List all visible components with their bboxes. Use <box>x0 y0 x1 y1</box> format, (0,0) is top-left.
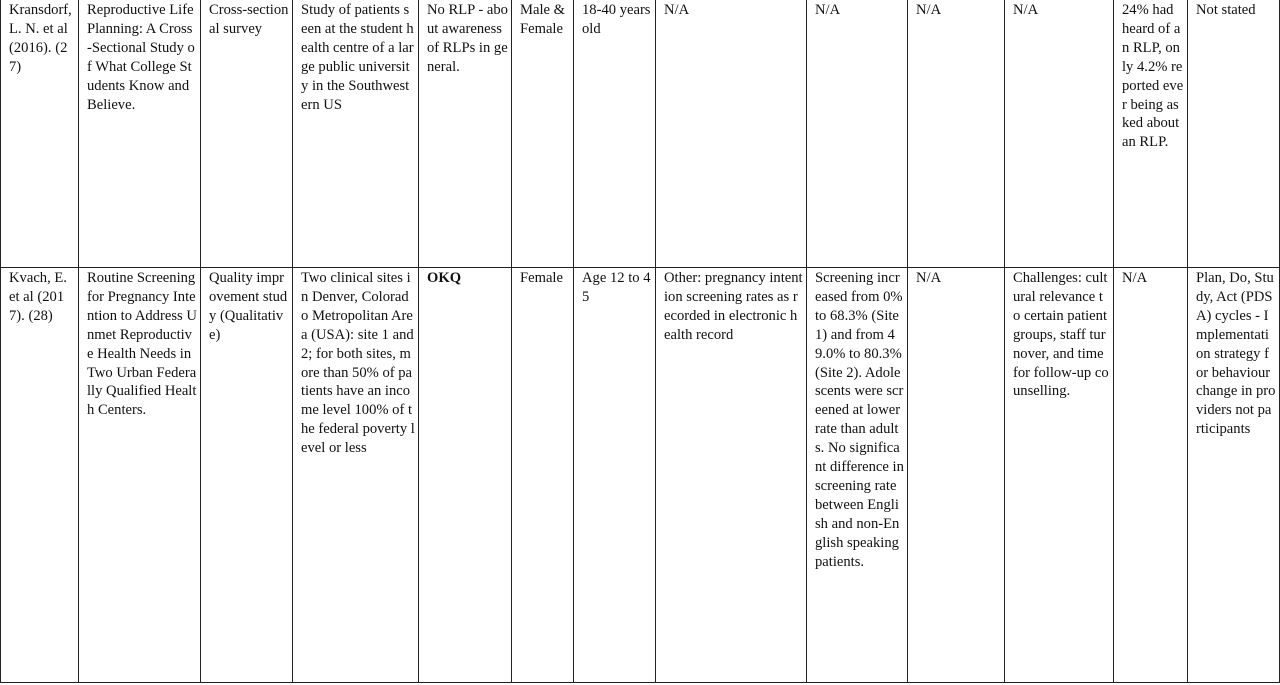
intervention-cell: No RLP - about awareness of RLPs in general. <box>419 0 512 268</box>
design-cell: Quality improvement study (Qualitative) <box>201 268 293 683</box>
sex-cell: Male & Female <box>512 0 574 268</box>
author-cell: Kransdorf, L. N. et al (2016). (27) <box>1 0 79 268</box>
setting-cell: Study of patients seen at the student health centre of a large public university in the Southwestern US <box>293 0 419 268</box>
awareness-cell: 24% had heard of an RLP, only 4.2% reported ever being asked about an RLP. <box>1114 0 1188 268</box>
effect-cell: N/A <box>908 268 1005 683</box>
design-cell: Cross-sectional survey <box>201 0 293 268</box>
theory-cell: Plan, Do, Study, Act (PDSA) cycles - Implementation strategy for behaviour change in providers not participants <box>1188 268 1280 683</box>
theory-cell: Not stated <box>1188 0 1280 268</box>
age-cell: Age 12 to 45 <box>574 268 656 683</box>
outcome-measure-cell: N/A <box>656 0 807 268</box>
age-cell: 18-40 years old <box>574 0 656 268</box>
intervention-cell: OKQ <box>419 268 512 683</box>
sex-cell: Female <box>512 268 574 683</box>
table-row <box>1 268 1280 683</box>
barriers-cell: N/A <box>1005 0 1114 268</box>
barriers-cell: Challenges: cultural relevance to certain patient groups, staff turnover, and time for follow-up counselling. <box>1005 268 1114 683</box>
effect-cell: N/A <box>908 0 1005 268</box>
results-cell: N/A <box>807 0 908 268</box>
setting-cell: Two clinical sites in Denver, Colorado Metropolitan Area (USA): site 1 and 2; for both sites, more than 50% of patients have an income level 100% of the federal poverty level or less <box>293 268 419 683</box>
awareness-cell: N/A <box>1114 268 1188 683</box>
results-cell: Screening increased from 0% to 68.3% (Site 1) and from 49.0% to 80.3% (Site 2). Adolescents were screened at lower rate than adults. No significant difference in screening rate between English and non-English speaking patients. <box>807 268 908 683</box>
outcome-measure-cell: Other: pregnancy intention screening rates as recorded in electronic health record <box>656 268 807 683</box>
author-cell: Kvach, E. et al (2017). (28) <box>1 268 79 683</box>
table-row <box>1 0 1280 268</box>
title-cell: Reproductive Life Planning: A Cross-Sectional Study of What College Students Know and Believe. <box>79 0 201 268</box>
title-cell: Routine Screening for Pregnancy Intention to Address Unmet Reproductive Health Needs in Two Urban Federally Qualified Health Centers. <box>79 268 201 683</box>
